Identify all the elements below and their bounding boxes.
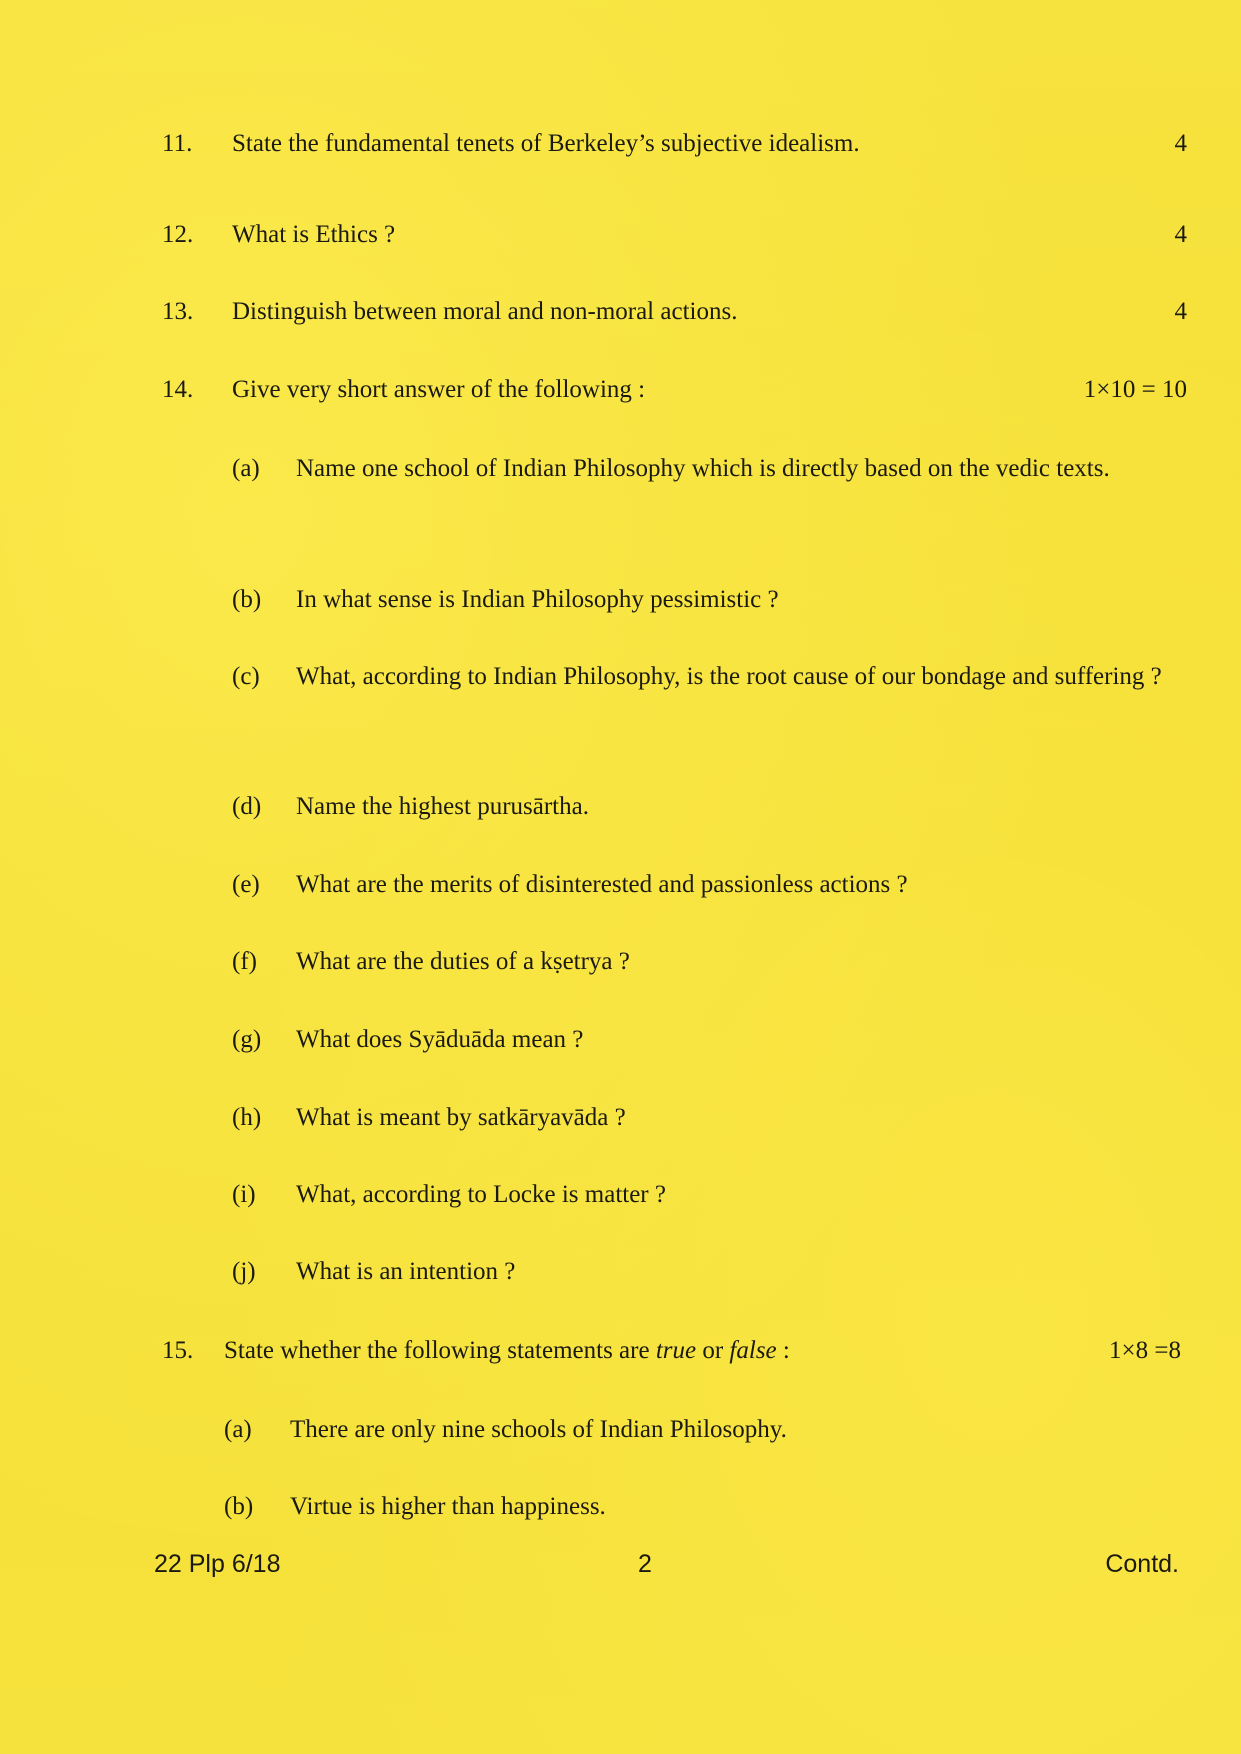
sub-question-15a (224, 1405, 1184, 1455)
question-text: Distinguish between moral and non-moral actions. (232, 298, 738, 325)
footer-code: 22 Plp 6/18 (154, 1550, 281, 1578)
page-number: 2 (638, 1550, 652, 1578)
sub-question-text: What are the duties of a kṣetrya ? (296, 948, 630, 975)
question-text: Give very short answer of the following : (232, 376, 646, 403)
sub-question-text: What is meant by satkāryavāda ? (296, 1104, 626, 1131)
sub-question-15b (224, 1482, 1184, 1532)
sub-question-text: What is an intention ? (296, 1258, 516, 1285)
sub-question-text: What does Syāduāda mean ? (296, 1026, 584, 1053)
sub-question-14j (232, 1247, 1192, 1297)
sub-question-label: (c) (232, 663, 260, 690)
sub-question-14h (232, 1093, 1192, 1143)
question-number: 14. (162, 376, 194, 403)
sub-question-text: Name one school of Indian Philosophy which is directly based on the vedic texts. (296, 455, 1110, 482)
sub-question-14f (232, 937, 1192, 987)
question-number: 12. (162, 221, 194, 248)
question-text: What is Ethics ? (232, 221, 396, 248)
question-number: 11. (162, 130, 193, 157)
question-text (224, 1335, 790, 1367)
question-number: 15. (162, 1337, 194, 1364)
sub-question-label: (b) (232, 586, 262, 613)
question-text-part: : (776, 1337, 790, 1364)
sub-question-text: In what sense is Indian Philosophy pessimistic ? (296, 586, 779, 613)
sub-question-label: (j) (232, 1258, 256, 1285)
sub-question-label: (e) (232, 871, 260, 898)
sub-question-14a (232, 444, 1192, 544)
sub-question-text: There are only nine schools of Indian Philosophy. (290, 1416, 787, 1443)
sub-question-14g (232, 1015, 1192, 1065)
question-marks: 4 (1174, 298, 1187, 325)
sub-question-label: (a) (232, 455, 260, 482)
sub-question-label: (g) (232, 1026, 262, 1053)
true-word: true (655, 1337, 697, 1364)
sub-question-label: (h) (232, 1104, 262, 1131)
sub-question-label: (b) (224, 1493, 254, 1520)
question-marks: 4 (1174, 130, 1187, 157)
sub-question-label: (i) (232, 1181, 256, 1208)
sub-question-text: Virtue is higher than happiness. (290, 1493, 606, 1520)
sub-question-14i (232, 1170, 1192, 1220)
sub-question-label: (f) (232, 948, 257, 975)
sub-question-text: What, according to Locke is matter ? (296, 1181, 666, 1208)
false-word: false (729, 1337, 777, 1364)
sub-question-label: (d) (232, 793, 262, 820)
sub-question-text: What are the merits of disinterested and passionless actions ? (296, 871, 908, 898)
continued-label: Contd. (1105, 1550, 1179, 1578)
question-text-part: or (696, 1337, 730, 1364)
sub-question-label: (a) (224, 1416, 252, 1443)
sub-question-text: Name the highest purusārtha. (296, 793, 589, 820)
sub-question-14b (232, 575, 1192, 625)
sub-question-14c (232, 652, 1192, 752)
question-marks: 1×10 = 10 (1083, 376, 1187, 403)
question-text-part: State whether the following statements are (224, 1337, 656, 1364)
sub-question-14d (232, 782, 1192, 832)
question-number: 13. (162, 298, 194, 325)
question-marks: 4 (1174, 221, 1187, 248)
sub-question-14e (232, 860, 1192, 910)
question-text: State the fundamental tenets of Berkeley’s subjective idealism. (232, 130, 860, 157)
sub-question-text: What, according to Indian Philosophy, is the root cause of our bondage and suffering ? (296, 663, 1162, 690)
question-marks: 1×8 =8 (1109, 1337, 1181, 1364)
